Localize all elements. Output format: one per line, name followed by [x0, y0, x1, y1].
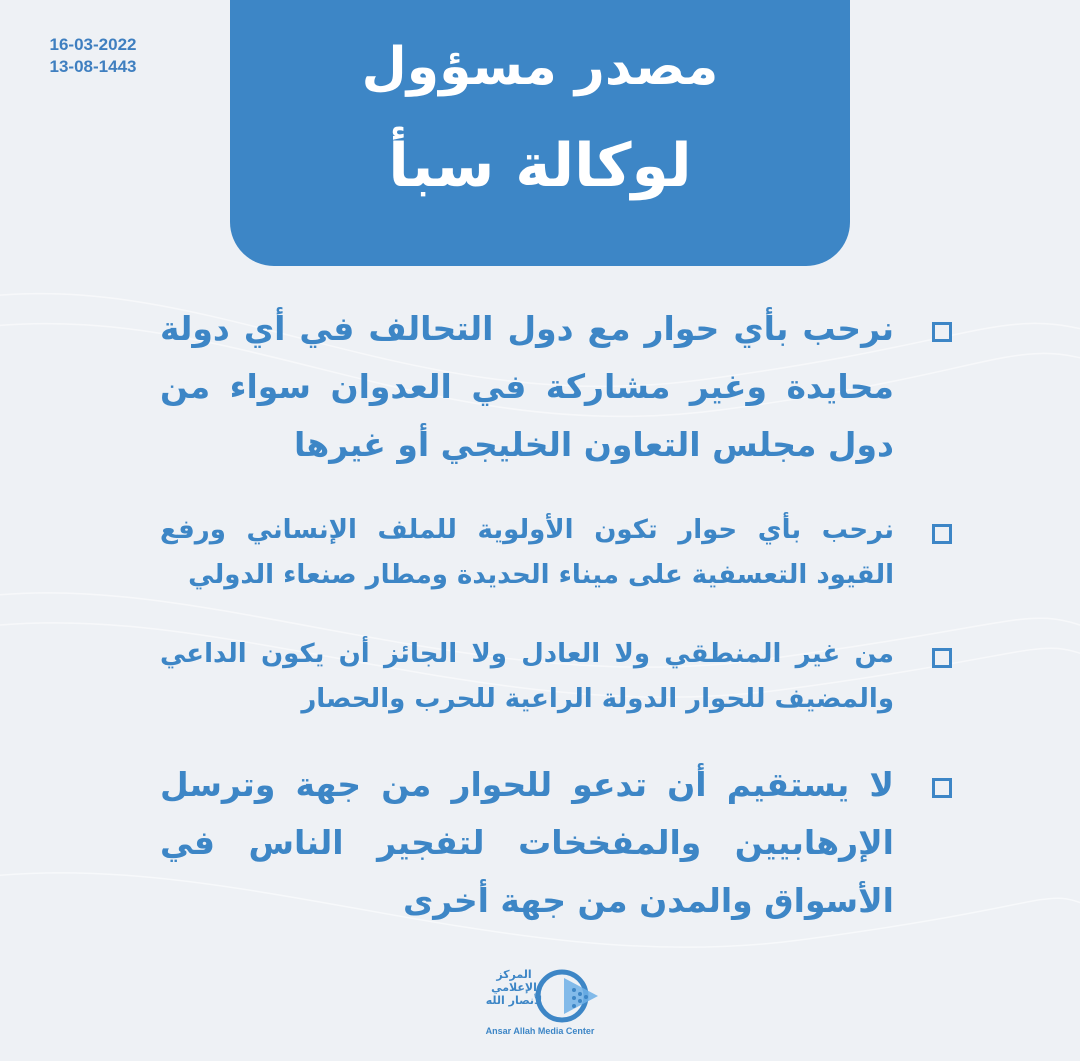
square-bullet-icon	[932, 524, 952, 544]
list-item	[160, 508, 970, 598]
list-item-text: من غير المنطقي ولا العادل ولا الجائز أن يكون الداعي والمضيف للحوار الدولة الراعية للحرب والحصار	[160, 639, 894, 714]
logo-arabic-text	[484, 968, 544, 1007]
list-item	[160, 756, 970, 930]
square-bullet-icon	[932, 778, 952, 798]
title-line-2: لوكالة سبأ	[388, 131, 692, 201]
list-item	[160, 632, 970, 722]
title-banner	[230, 0, 850, 266]
date-block	[28, 34, 158, 78]
list-item	[160, 300, 970, 474]
logo-arabic-line-3: لأنصار الله	[485, 994, 543, 1007]
title-line-1: مصدر مسؤول	[361, 37, 719, 97]
media-center-logo	[470, 962, 610, 1042]
square-bullet-icon	[932, 648, 952, 668]
statement-list	[160, 300, 970, 964]
list-item-text: لا يستقيم أن تدعو للحوار من جهة وترسل الإرهابيين والمفخخات لتفجير الناس في الأسواق والمدن من جهة أخرى	[160, 765, 894, 920]
logo-arabic-line-1: المركز	[496, 968, 532, 981]
hijri-date: 13-08-1443	[49, 57, 137, 76]
list-item-text: نرحب بأي حوار مع دول التحالف في أي دولة محايدة وغير مشاركة في العدوان سواء من دول مجلس التعاون الخليجي أو غيرها	[160, 309, 894, 464]
gregorian-date: 16-03-2022	[49, 35, 137, 54]
square-bullet-icon	[932, 322, 952, 342]
media-center-logo-icon	[534, 966, 604, 1026]
logo-arabic-line-2: الإعلامي	[491, 981, 537, 994]
logo-english-text: Ansar Allah Media Center	[485, 1026, 595, 1036]
list-item-text: نرحب بأي حوار تكون الأولوية للملف الإنساني ورفع القيود التعسفية على ميناء الحديدة ومطار صنعاء الدولي	[160, 515, 894, 590]
